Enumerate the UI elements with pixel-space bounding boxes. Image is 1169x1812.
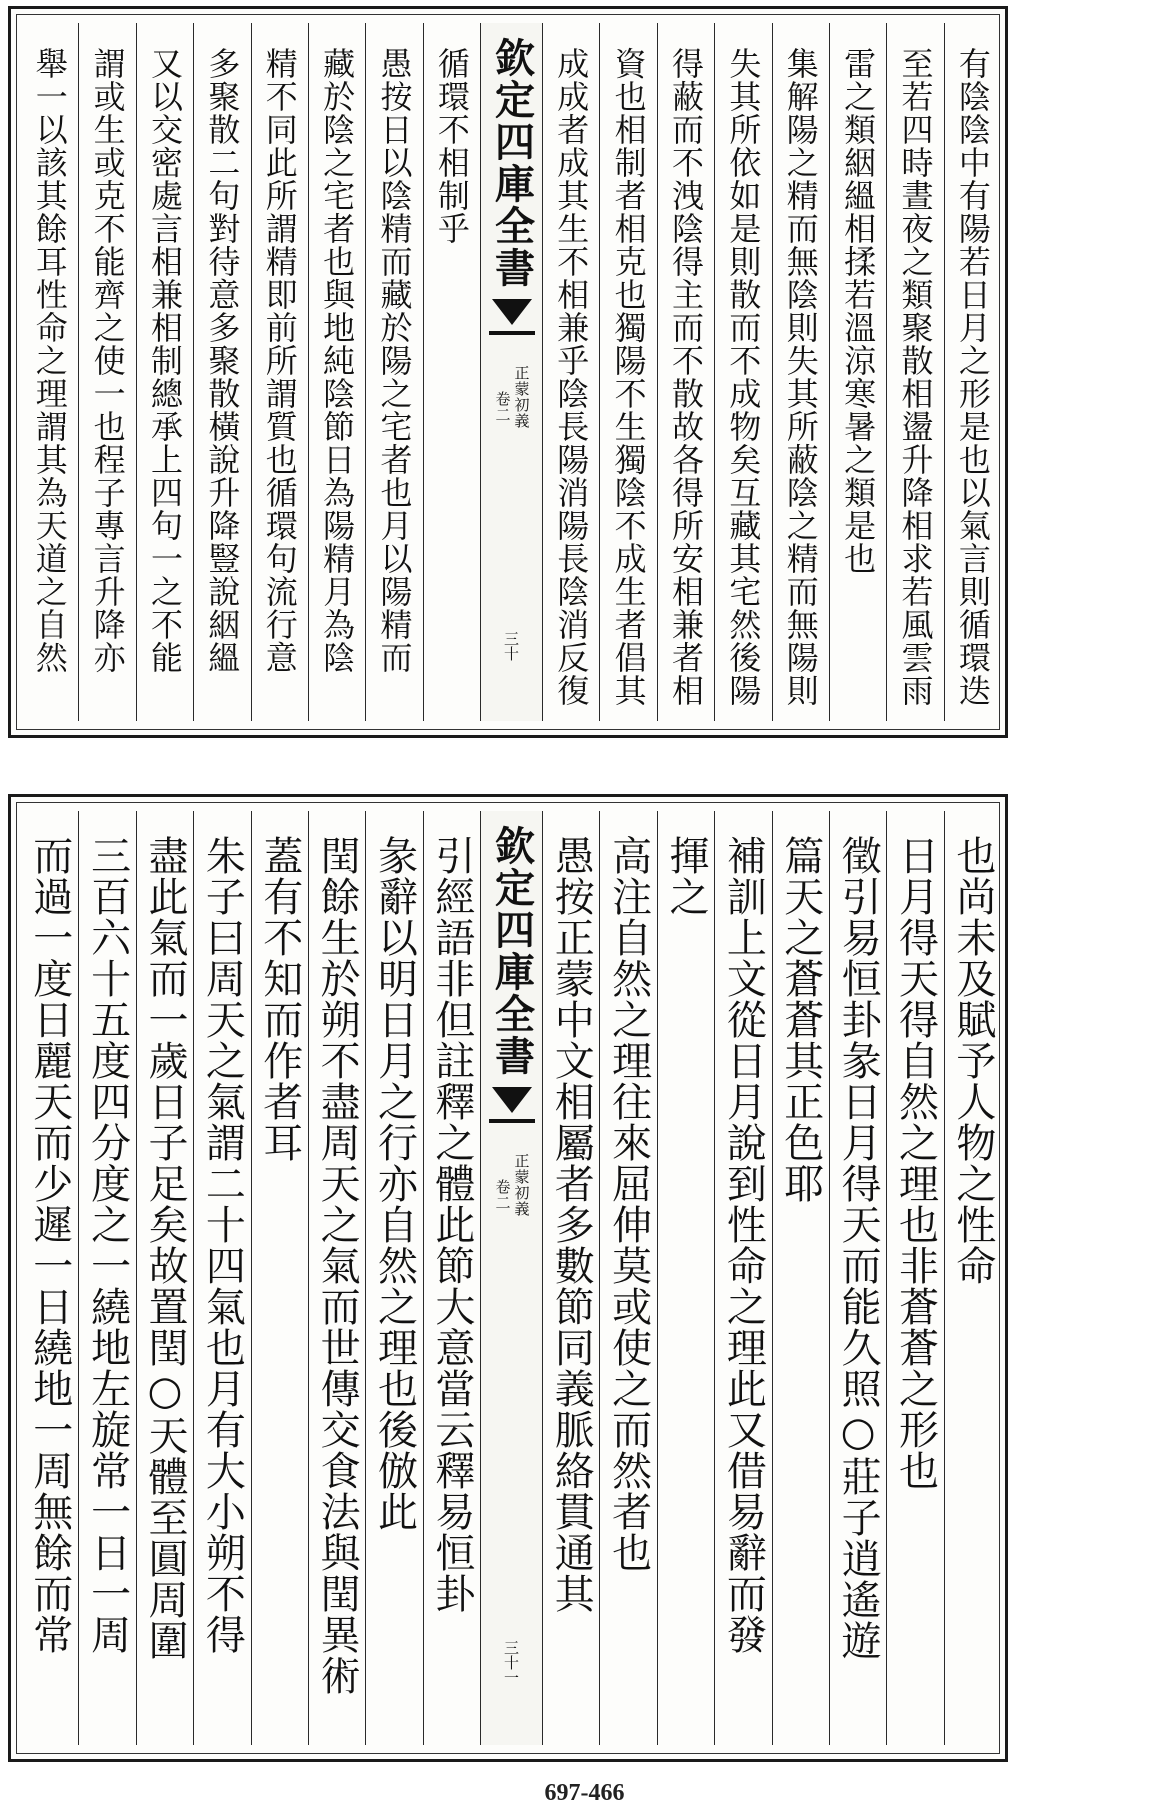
text-column xyxy=(308,811,365,1745)
column-text: 舉一以該其餘耳性命之理謂其為天道之自然 xyxy=(30,47,69,674)
text-column xyxy=(251,811,308,1745)
column-text: 謂或生或克不能齊之使一也程子專言升降亦 xyxy=(88,47,127,674)
column-text: 日月得天得自然之理也非蒼蒼之形也 xyxy=(892,835,939,1491)
column-text: 引經語非但註釋之體此節大意當云釋易恒卦 xyxy=(428,835,475,1614)
page-bottom xyxy=(8,794,1008,1762)
column-text: 揮之 xyxy=(662,835,709,917)
fishtail-mark-icon xyxy=(492,299,532,325)
book-title: 正蒙初義 xyxy=(512,365,531,429)
column-text: 集解陽之精而無陰則失其所蔽陰之精而無陽則 xyxy=(781,47,820,707)
column-text: 愚按正蒙中文相屬者多數節同義脈絡貫通其 xyxy=(548,835,595,1614)
book-label-group xyxy=(495,1123,529,1217)
column-text: 盡此氣而一歲日子足矣故置閏○天體至圓周圍 xyxy=(141,835,188,1661)
column-text: 蓋有不知而作者耳 xyxy=(256,835,303,1163)
text-column xyxy=(944,811,1001,1745)
text-column xyxy=(657,811,714,1745)
text-column xyxy=(886,23,943,721)
column-text: 多聚散二句對待意多聚散橫說升降豎說絪縕 xyxy=(203,47,242,674)
column-text: 三百六十五度四分度之一繞地左旋常一日一周 xyxy=(84,835,131,1655)
volume-label: 卷二 xyxy=(493,1179,512,1211)
text-column xyxy=(714,811,771,1745)
text-column xyxy=(542,23,599,721)
text-column xyxy=(365,23,422,721)
volume-label: 卷二 xyxy=(493,391,512,423)
column-text: 閏餘生於朔不盡周天之氣而世傳交食法與閏異術 xyxy=(314,835,361,1696)
folio-number: 三十 xyxy=(502,631,520,661)
text-column xyxy=(423,23,480,721)
column-text: 藏於陰之宅者也與地純陰節日為陽精月為陰 xyxy=(318,47,357,674)
text-column xyxy=(136,811,193,1745)
column-text: 成成者成其生不相兼乎陰長陽消陽長陰消反復 xyxy=(552,47,591,707)
text-column xyxy=(365,811,422,1745)
text-column xyxy=(193,23,250,721)
text-column xyxy=(308,23,365,721)
text-column xyxy=(829,811,886,1745)
column-text: 篇天之蒼蒼其正色耶 xyxy=(777,835,824,1204)
text-column xyxy=(136,23,193,721)
text-column xyxy=(829,23,886,721)
text-column xyxy=(542,811,599,1745)
column-text: 愚按日以陰精而藏於陽之宅者也月以陽精而 xyxy=(375,47,414,674)
column-text: 至若四時晝夜之類聚散相盪升降相求若風雲雨 xyxy=(896,47,935,707)
collection-title: 欽定四庫全書 xyxy=(488,37,536,289)
center-fold-column xyxy=(480,23,542,721)
fishtail-mark-icon xyxy=(492,1087,532,1113)
text-column xyxy=(944,23,1001,721)
text-column xyxy=(193,811,250,1745)
text-column xyxy=(21,811,78,1745)
text-column xyxy=(772,811,829,1745)
column-text: 資也相制者相克也獨陽不生獨陰不成生者倡其 xyxy=(609,47,648,707)
column-text: 彖辭以明日月之行亦自然之理也後倣此 xyxy=(371,835,418,1532)
folio-number: 三十一 xyxy=(502,1640,520,1685)
page-footer-number: 697-466 xyxy=(544,1780,625,1806)
column-text: 朱子曰周天之氣謂二十四氣也月有大小朔不得 xyxy=(199,835,246,1655)
text-column xyxy=(78,23,135,721)
column-text: 雷之類絪縕相揉若溫涼寒暑之類是也 xyxy=(839,47,878,575)
text-column xyxy=(772,23,829,721)
book-title: 正蒙初義 xyxy=(512,1153,531,1217)
column-text: 精不同此所謂精即前所謂質也循環句流行意 xyxy=(260,47,299,674)
column-text: 又以交密處言相兼相制總承上四句一之不能 xyxy=(145,47,184,674)
center-fold-column xyxy=(480,811,542,1745)
text-column xyxy=(78,811,135,1745)
text-column xyxy=(599,811,656,1745)
column-text: 徵引易恒卦彖日月得天而能久照○莊子逍遙遊 xyxy=(835,835,882,1661)
collection-title: 欽定四庫全書 xyxy=(488,825,536,1077)
column-text: 得蔽而不洩陰得主而不散故各得所安相兼者相 xyxy=(666,47,705,707)
column-text: 補訓上文從日月說到性命之理此又借易辭而發 xyxy=(720,835,767,1655)
column-text: 高注自然之理往來屈伸莫或使之而然者也 xyxy=(605,835,652,1573)
column-text: 循環不相制乎 xyxy=(432,47,471,245)
column-text: 失其所依如是則散而不成物矣互藏其宅然後陽 xyxy=(724,47,763,707)
book-label-group xyxy=(495,335,529,429)
column-text: 有陰陰中有陽若日月之形是也以氣言則循環迭 xyxy=(953,47,992,707)
text-column xyxy=(423,811,480,1745)
page-top xyxy=(8,6,1008,738)
text-column xyxy=(251,23,308,721)
text-column xyxy=(599,23,656,721)
column-text: 而過一度日麗天而少遲一日繞地一周無餘而常 xyxy=(26,835,73,1655)
column-text: 也尚未及賦予人物之性命 xyxy=(949,835,996,1286)
text-column xyxy=(657,23,714,721)
text-column xyxy=(714,23,771,721)
text-column xyxy=(21,23,78,721)
text-column xyxy=(886,811,943,1745)
